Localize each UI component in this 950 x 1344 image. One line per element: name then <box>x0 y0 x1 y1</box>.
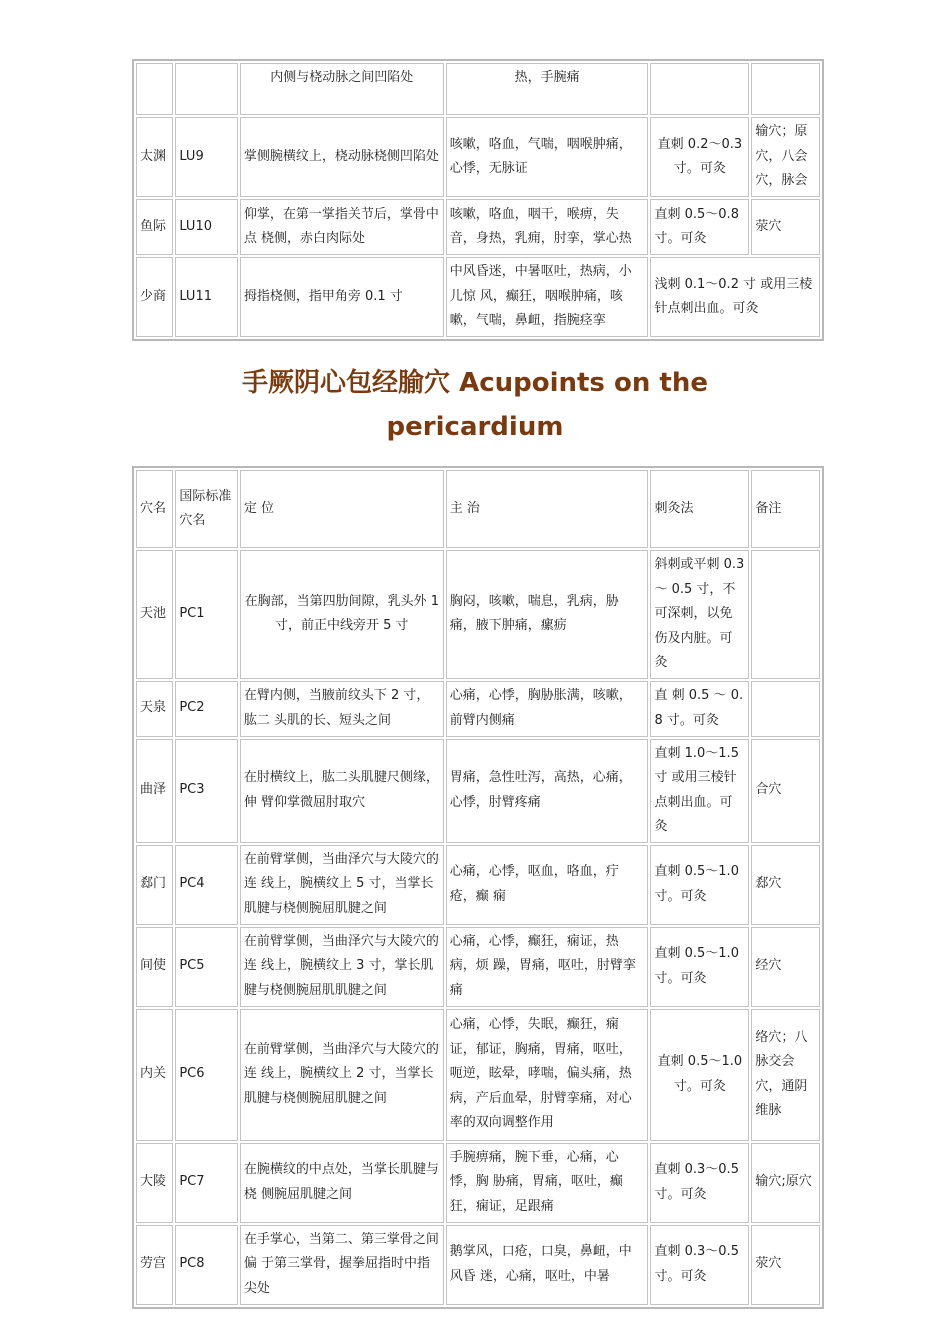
table-row <box>136 117 820 197</box>
point-method: 直刺 0.3～0.5 寸。可灸 <box>650 1143 749 1223</box>
point-notes: 郄穴 <box>751 845 820 925</box>
point-method: 直刺 0.5～0.8 寸。可灸 <box>650 199 749 255</box>
point-location: 在前臂掌侧，当曲泽穴与大陵穴的连 线上，腕横纹上 3 寸，掌长肌腱与桡侧腕屈肌肌腱之间 <box>240 927 444 1007</box>
point-location: 在前臂掌侧，当曲泽穴与大陵穴的连 线上，腕横纹上 5 寸，当掌长肌腱与桡侧腕屈肌腱之间 <box>240 845 444 925</box>
header-location: 定 位 <box>240 470 444 548</box>
point-method: 直刺 0.5～1.0 寸。可灸 <box>650 845 749 925</box>
point-code: PC5 <box>175 927 238 1007</box>
point-notes: 输穴；原穴，八会穴，脉会 <box>751 117 820 197</box>
point-code: PC4 <box>175 845 238 925</box>
point-name: 少商 <box>136 257 173 337</box>
point-indications: 心痛，心悸，癫狂，痫证，热病，烦 躁，胃痛，呕吐，肘臂挛痛 <box>446 927 649 1007</box>
point-name: 劳宫 <box>136 1225 173 1305</box>
point-method: 直刺 0.5～1.0 寸。可灸 <box>650 1009 749 1141</box>
point-notes <box>751 681 820 737</box>
point-name: 郄门 <box>136 845 173 925</box>
point-notes: 经穴 <box>751 927 820 1007</box>
table-row <box>136 257 820 337</box>
point-indications: 手腕痹痛，腕下垂，心痛，心悸，胸 胁痛，胃痛，呕吐，癫狂，痫证，足跟痛 <box>446 1143 649 1223</box>
point-notes: 荥穴 <box>751 1225 820 1305</box>
point-notes: 合穴 <box>751 739 820 843</box>
point-notes <box>751 63 820 115</box>
header-notes: 备注 <box>751 470 820 548</box>
header-name: 穴名 <box>136 470 173 548</box>
point-indications: 心痛，心悸，胸胁胀满，咳嗽，前臂内侧痛 <box>446 681 649 737</box>
pericardium-acupoints-table <box>132 466 824 1309</box>
point-code: PC3 <box>175 739 238 843</box>
point-indications: 咳嗽，咯血，咽干，喉痹，失音，身热，乳痈，肘挛，掌心热 <box>446 199 649 255</box>
table-row <box>136 1009 820 1141</box>
table-row <box>136 199 820 255</box>
section-title: 手厥阴心包经腧穴 Acupoints on the <box>242 368 708 398</box>
point-name: 曲泽 <box>136 739 173 843</box>
point-code: LU10 <box>175 199 238 255</box>
point-code: LU11 <box>175 257 238 337</box>
point-notes: 络穴；八脉交会穴，通阴维脉 <box>751 1009 820 1141</box>
point-code: PC2 <box>175 681 238 737</box>
point-location: 掌侧腕横纹上，桡动脉桡侧凹陷处 <box>240 117 444 197</box>
point-indications: 胃痛，急性吐泻，高热，心痛，心悸，肘臂疼痛 <box>446 739 649 843</box>
table-row <box>136 63 820 115</box>
point-name: 太渊 <box>136 117 173 197</box>
point-location: 仰掌，在第一掌指关节后，掌骨中点 桡侧，赤白肉际处 <box>240 199 444 255</box>
point-indications: 心痛，心悸，呕血，咯血，疔疮，癫 痫 <box>446 845 649 925</box>
header-indications: 主 治 <box>446 470 649 548</box>
table-row <box>136 1143 820 1223</box>
table-row <box>136 681 820 737</box>
table-header-row <box>136 470 820 548</box>
table-row <box>136 550 820 679</box>
lung-meridian-table <box>132 59 824 341</box>
point-name: 内关 <box>136 1009 173 1141</box>
point-indications: 中风昏迷，中暑呕吐，热病，小儿惊 风，癫狂，咽喉肿痛，咳嗽，气喘，鼻衄，指腕痉挛 <box>446 257 649 337</box>
point-location: 在肘横纹上，肱二头肌腱尺侧缘，伸 臂仰掌微屈肘取穴 <box>240 739 444 843</box>
point-code <box>175 63 238 115</box>
table-row <box>136 739 820 843</box>
point-code: PC1 <box>175 550 238 679</box>
point-notes: 荥穴 <box>751 199 820 255</box>
point-indications: 心痛，心悸，失眠，癫狂，痫证，郁证，胸痛，胃痛，呕吐，呃逆，眩晕，哮喘，偏头痛，热病，产后血晕，肘臂挛痛，对心率的双向调整作用 <box>446 1009 649 1141</box>
point-notes <box>751 550 820 679</box>
point-code: PC7 <box>175 1143 238 1223</box>
point-name: 大陵 <box>136 1143 173 1223</box>
table-row <box>136 845 820 925</box>
point-method: 浅刺 0.1～0.2 寸 或用三棱针点刺出血。可灸 <box>650 257 820 337</box>
point-name: 鱼际 <box>136 199 173 255</box>
header-method: 刺灸法 <box>650 470 749 548</box>
point-indications: 热，手腕痛 <box>446 63 649 115</box>
table-row <box>136 1225 820 1305</box>
point-code: LU9 <box>175 117 238 197</box>
point-method: 斜刺或平刺 0.3～ 0.5 寸，不可深刺，以免伤及内脏。可灸 <box>650 550 749 679</box>
point-location: 内侧与桡动脉之间凹陷处 <box>240 63 444 115</box>
point-indications: 咳嗽，咯血，气喘，咽喉肿痛，心悸，无脉证 <box>446 117 649 197</box>
point-name: 天池 <box>136 550 173 679</box>
table-row <box>136 927 820 1007</box>
point-name: 间使 <box>136 927 173 1007</box>
section-title-continued: pericardium <box>386 412 564 442</box>
point-method: 直刺 0.3～0.5 寸。可灸 <box>650 1225 749 1305</box>
point-location: 在臂内侧，当腋前纹头下 2 寸，肱二 头肌的长、短头之间 <box>240 681 444 737</box>
point-method: 直 刺 0.5 ～ 0.8 寸。可灸 <box>650 681 749 737</box>
point-location: 拇指桡侧，指甲角旁 0.1 寸 <box>240 257 444 337</box>
point-method: 直刺 0.2～0.3 寸。可灸 <box>650 117 749 197</box>
point-code: PC6 <box>175 1009 238 1141</box>
point-code: PC8 <box>175 1225 238 1305</box>
point-method <box>650 63 749 115</box>
point-location: 在手掌心，当第二、第三掌骨之间偏 于第三掌骨，握拳屈指时中指尖处 <box>240 1225 444 1305</box>
point-notes: 输穴;原穴 <box>751 1143 820 1223</box>
point-name <box>136 63 173 115</box>
header-code: 国际标准 穴名 <box>175 470 238 548</box>
point-location: 在胸部，当第四肋间隙，乳头外 1 寸，前正中线旁开 5 寸 <box>240 550 444 679</box>
point-location: 在前臂掌侧，当曲泽穴与大陵穴的连 线上，腕横纹上 2 寸，当掌长肌腱与桡侧腕屈肌腱之间 <box>240 1009 444 1141</box>
point-name: 天泉 <box>136 681 173 737</box>
point-method: 直刺 1.0～1.5 寸 或用三棱针点刺出血。可灸 <box>650 739 749 843</box>
point-indications: 胸闷，咳嗽，喘息，乳病，胁痛，腋下肿痛，瘰疬 <box>446 550 649 679</box>
point-method: 直刺 0.5～1.0 寸。可灸 <box>650 927 749 1007</box>
point-location: 在腕横纹的中点处，当掌长肌腱与桡 侧腕屈肌腱之间 <box>240 1143 444 1223</box>
point-indications: 鹅掌风，口疮，口臭，鼻衄，中风昏 迷，心痛，呕吐，中暑 <box>446 1225 649 1305</box>
